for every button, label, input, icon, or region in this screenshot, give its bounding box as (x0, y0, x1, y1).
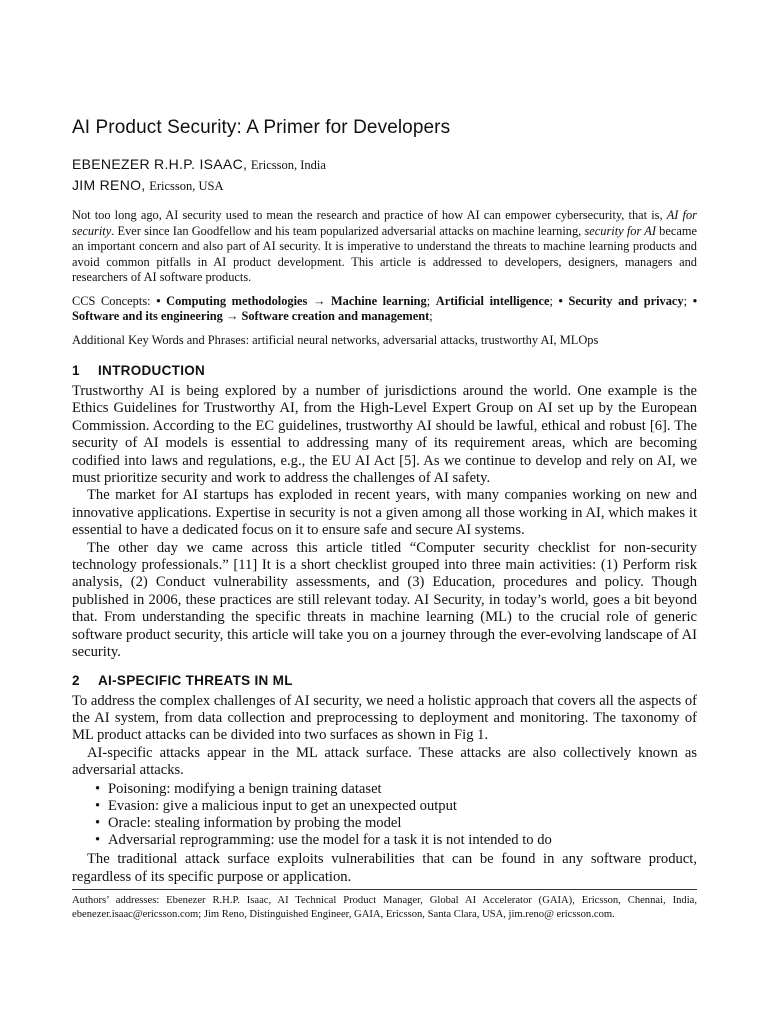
paragraph: The traditional attack surface exploits vulnerabilities that can be found in any software product, regardless of its specific purpose or application. (72, 851, 697, 885)
section-heading-ai-threats (72, 672, 697, 690)
author-name: EBENEZER R.H.P. ISAAC, (72, 156, 248, 172)
ccs-separator: ; (426, 293, 436, 308)
abstract-emphasis: AI for security (72, 208, 697, 238)
paragraph: Trustworthy AI is being explored by a number of jurisdictions around the world. One example is the Ethics Guidelines for Trustworthy AI, from the High-Level Expert Group on AI set up by the European Commission. According to the EC guidelines, trustworthy AI should be lawful, ethical and robust [6]. The security of AI models is essential to addressing many of its requirement areas, which are becoming codified into laws and regulations, e.g., the EU AI Act [5]. As we continue to develop and rely on AI, we must prioritize security and work to address the challenges of AI safety. (72, 383, 697, 487)
paragraph: To address the complex challenges of AI security, we need a holistic approach that covers all the aspects of the AI system, from data collection and preprocessing to deployment and monitoring. The taxonomy of ML product attacks can be divided into two surfaces as shown in Fig 1. (72, 692, 697, 744)
section-heading-introduction (72, 362, 697, 380)
ccs-concept: Artificial intelligence (435, 293, 550, 308)
ccs-concept: • Software and its engineering → Software creation and management (72, 293, 698, 323)
abstract-text: . Ever since Ian Goodfellow and his team popularized adversarial attacks on machine learning, (111, 223, 585, 238)
section-number: 1 (72, 363, 80, 378)
ccs-label: CCS Concepts: (72, 293, 157, 308)
paragraph: The market for AI startups has exploded in recent years, with many companies working on new and innovative applications. Expertise in security is not a given among all those working in AI, which makes it essential to have a dedicated focus on it to ensure safe and secure AI systems. (72, 487, 697, 539)
list-item: • Poisoning: modifying a benign training dataset (95, 781, 697, 798)
ccs-separator: ; (429, 309, 433, 323)
abstract (72, 208, 697, 286)
author-name: JIM RENO, (72, 177, 146, 193)
ccs-separator: ; (683, 293, 693, 308)
keywords: Additional Key Words and Phrases: artificial neural networks, adversarial attacks, trustworthy AI, MLOps (72, 332, 599, 347)
footnote-divider (72, 889, 697, 890)
list-item: • Adversarial reprogramming: use the model for a task it is not intended to do (95, 832, 697, 849)
abstract-text: Not too long ago, AI security used to mean the research and practice of how AI can empower cybersecurity, that is, (72, 208, 667, 222)
list-item: • Evasion: give a malicious input to get an unexpected output (95, 798, 697, 815)
list-item: • Oracle: stealing information by probing the model (95, 815, 697, 832)
author-2 (72, 175, 697, 196)
paragraph: AI-specific attacks appear in the ML attack surface. These attacks are also collectively known as adversarial attacks. (72, 744, 697, 779)
attack-list (72, 781, 697, 850)
footnote-authors-addresses: Authors’ addresses: Ebenezer R.H.P. Isaac, AI Technical Product Manager, Global AI Accelerator (GAIA), Ericsson, Chennai, India, ebenezer.isaac@ericsson.com; Jim Reno, Distinguished Engineer, GAIA, Ericsson, Santa Clara, USA, jim.reno@ ericsson.com. (72, 895, 697, 920)
section-number: 2 (72, 672, 80, 688)
author-1 (72, 154, 697, 175)
paper-page (72, 116, 697, 886)
ccs-separator: ; (549, 293, 559, 308)
abstract-emphasis: security for AI (584, 223, 656, 238)
ccs-concept: • Computing methodologies → Machine learning (156, 293, 427, 308)
abstract-text: became an important concern and also part of AI security. It is imperative to understand the threats to machine learning products and avoid common pitfalls in AI product development. This article is addressed to developers, designers, managers and researchers of AI software products. (72, 223, 697, 284)
author-affiliation: Ericsson, India (250, 158, 326, 172)
author-affiliation: Ericsson, USA (149, 179, 224, 193)
section-title: AI-SPECIFIC THREATS IN ML (98, 672, 293, 688)
paper-title: AI Product Security: A Primer for Developers (72, 117, 451, 138)
ccs-concepts (72, 294, 697, 325)
paragraph: The other day we came across this article titled “Computer security checklist for non-security technology professionals.” [11] It is a short checklist grouped into three main activities: (1) Perform risk analysis, (2) Conduct vulnerability assessments, and (3) Education, procedures and policy. Though published in 2006, these practices are still relevant today. AI Security, in today’s world, goes a bit beyond that. From understanding the specific threats in machine learning (ML) to the crucial role of generic software product security, this article will take you on a journey through the ever-evolving landscape of AI security. (72, 539, 697, 661)
section-title: INTRODUCTION (98, 363, 206, 378)
ccs-concept: • Security and privacy (558, 293, 684, 308)
